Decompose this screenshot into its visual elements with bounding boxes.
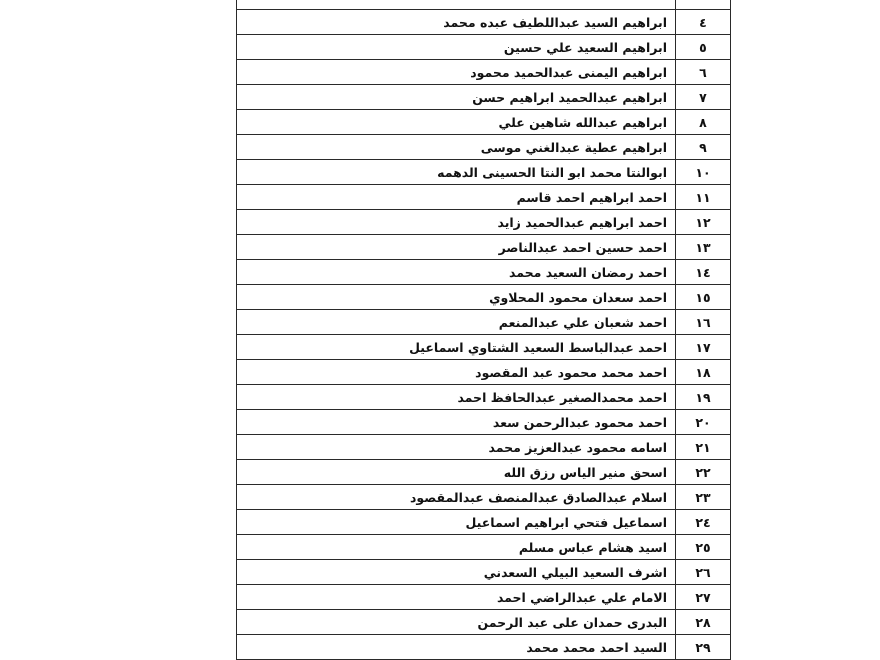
number-cell: ٩ (676, 135, 731, 160)
name-cell: اسلام عبدالصادق عبدالمنصف عبدالمقصود (237, 485, 676, 510)
name-cell: احمد حسين احمد عبدالناصر (237, 235, 676, 260)
name-cell: احمد محمد محمود عبد المقصود (237, 360, 676, 385)
table-row (237, 310, 731, 335)
number-cell: ١٤ (676, 260, 731, 285)
name-cell: ابراهيم اليمنى عبدالحميد محمود (237, 60, 676, 85)
table-row (237, 160, 731, 185)
number-cell: ٢٥ (676, 535, 731, 560)
table-row (237, 10, 731, 35)
table-row (237, 360, 731, 385)
table-row (237, 35, 731, 60)
number-cell: ٥ (676, 35, 731, 60)
number-cell: ١٦ (676, 310, 731, 335)
name-cell: البدرى حمدان على عبد الرحمن (237, 610, 676, 635)
table-row (237, 260, 731, 285)
table-row (237, 335, 731, 360)
name-cell: ابراهيم عطية عبدالغني موسى (237, 135, 676, 160)
name-cell: احمد شعبان علي عبدالمنعم (237, 310, 676, 335)
table-row (237, 0, 731, 10)
table-row (237, 560, 731, 585)
name-cell: اسماعيل فتحي ابراهيم اسماعيل (237, 510, 676, 535)
name-cell (237, 0, 676, 10)
table-row (237, 435, 731, 460)
name-cell: السيد احمد محمد محمد (237, 635, 676, 660)
table-row (237, 235, 731, 260)
name-cell: ابراهيم عبدالله شاهين علي (237, 110, 676, 135)
number-cell: ٢١ (676, 435, 731, 460)
table-row (237, 460, 731, 485)
number-cell: ٢٣ (676, 485, 731, 510)
number-cell: ٦ (676, 60, 731, 85)
table-row (237, 60, 731, 85)
name-cell: ابراهيم عبدالحميد ابراهيم حسن (237, 85, 676, 110)
number-cell: ٢٧ (676, 585, 731, 610)
table-row (237, 135, 731, 160)
name-cell: احمد سعدان محمود المحلاوي (237, 285, 676, 310)
name-cell: الامام علي عبدالراضي احمد (237, 585, 676, 610)
name-cell: اسامه محمود عبدالعزيز محمد (237, 435, 676, 460)
number-cell: ٢٩ (676, 635, 731, 660)
name-cell: اشرف السعيد البيلي السعدني (237, 560, 676, 585)
number-cell: ١٨ (676, 360, 731, 385)
table-row (237, 410, 731, 435)
table-row (237, 485, 731, 510)
table-row (237, 285, 731, 310)
name-cell: ابوالنتا محمد ابو النتا الحسينى الدهمه (237, 160, 676, 185)
name-cell: احمد محمود عبدالرحمن سعد (237, 410, 676, 435)
table-row (237, 610, 731, 635)
table-row (237, 85, 731, 110)
number-cell: ٧ (676, 85, 731, 110)
name-cell: ابراهيم السيد عبداللطيف عبده محمد (237, 10, 676, 35)
number-cell: ١١ (676, 185, 731, 210)
number-cell (676, 0, 731, 10)
number-cell: ٨ (676, 110, 731, 135)
number-cell: ٤ (676, 10, 731, 35)
name-cell: احمد ابراهيم عبدالحميد زايد (237, 210, 676, 235)
number-cell: ٢٢ (676, 460, 731, 485)
table-row (237, 385, 731, 410)
table-row (237, 210, 731, 235)
table-body (237, 0, 731, 660)
name-cell: احمد محمدالصغير عبدالحافظ احمد (237, 385, 676, 410)
number-cell: ٢٨ (676, 610, 731, 635)
names-table (236, 0, 731, 660)
number-cell: ٢٦ (676, 560, 731, 585)
table-row (237, 535, 731, 560)
name-cell: احمد عبدالباسط السعيد الشتاوي اسماعيل (237, 335, 676, 360)
name-cell: ابراهيم السعيد علي حسين (237, 35, 676, 60)
number-cell: ١٥ (676, 285, 731, 310)
name-cell: اسحق منير الياس رزق الله (237, 460, 676, 485)
table-row (237, 185, 731, 210)
name-cell: احمد رمضان السعيد محمد (237, 260, 676, 285)
table-row (237, 510, 731, 535)
table-row (237, 635, 731, 660)
number-cell: ١٠ (676, 160, 731, 185)
number-cell: ١٣ (676, 235, 731, 260)
number-cell: ١٧ (676, 335, 731, 360)
number-cell: ١٢ (676, 210, 731, 235)
name-cell: اسيد هشام عباس مسلم (237, 535, 676, 560)
name-cell: احمد ابراهيم احمد قاسم (237, 185, 676, 210)
number-cell: ٢٤ (676, 510, 731, 535)
number-cell: ٢٠ (676, 410, 731, 435)
table-row (237, 585, 731, 610)
table-row (237, 110, 731, 135)
number-cell: ١٩ (676, 385, 731, 410)
